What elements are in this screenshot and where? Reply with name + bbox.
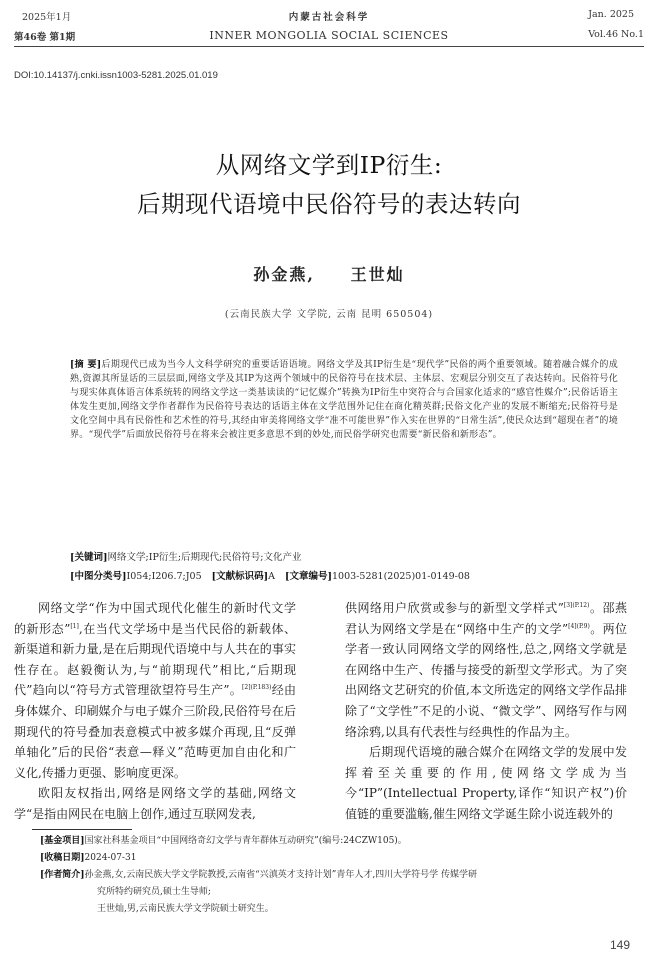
citation: [2](P.183) [242,684,272,692]
footnote-label: [作者简介] [40,870,85,880]
doi: DOI:10.14137/j.cnki.issn1003-5281.2025.01.019 [14,70,218,81]
footnote-author-bio-2: 王世灿,男,云南民族大学文学院硕士研究生。 [97,904,274,914]
article-number-value: 1003-5281(2025)01-0149-08 [332,571,470,582]
body-left-column [14,598,296,825]
page-number: 149 [609,938,630,952]
doc-code-value: A [268,571,276,582]
header-date-cn: 2025年1月 [22,12,72,23]
body-paragraph [345,598,627,742]
body-text: 。两位学者一致认同网络文学的网络性,总之,网络文学就是在网络中生产、传播与接受的新型文学形式。为了突出网络文艺研究的价值,本文所选定的网络文学作品排除了“文学性”不足的小说、“微文学”、网络写作与网络涂鸦,以具有代表性与经典性的作品为主。 [345,621,627,739]
author-name: 王世灿 [350,265,405,284]
doc-code-label: [文献标识码] [211,571,269,582]
footnote-author-bio-cont: 究所特约研究员,硕士生导师; [97,887,211,897]
footnote-received-date [40,851,630,866]
title-line-1: 从网络文学到IP衍生: [215,151,443,179]
abstract [70,358,618,442]
footnote-rule [32,829,132,830]
article-number-label: [文章编号] [285,571,333,582]
footnote-text: 2024-07-31 [84,853,137,863]
body-text: 。邵燕君认为网络文学是在“网络中生产的文学” [345,601,627,636]
header-volume-en: Vol.46 No.1 [588,29,644,40]
header-rule [14,46,644,47]
keywords [70,549,630,563]
title-line-2: 后期现代语境中民俗符号的表达转向 [137,190,521,218]
body-text: 经由身体媒介、印刷媒介与电子媒介三阶段,民俗符号在后期现代的符号叠加表意模式中被多媒介再现,且“反弹单轴化”后的民俗“表意—释义”范畴更加自由化和广义化,传播力更强、影响度更深。 [14,683,296,780]
body-paragraph: 欧阳友权指出,网络是网络文学的基础,网络文学“是指由网民在电脑上创作,通过互联网发表, [14,786,296,821]
affiliation: (云南民族大学 文学院, 云南 昆明 650504) [224,309,434,320]
footnote-label: [基金项目] [40,836,85,846]
keywords-text: 网络文学;IP衍生;后期现代;民俗符号;文化产业 [107,552,302,563]
body-text: 供网络用户欣赏或参与的新型文学样式” [345,601,564,615]
footnote-author-bio [40,868,630,883]
clc-value: I054;I206.7;J05 [126,571,202,582]
body-paragraph [14,598,296,783]
header-journal-en: INNER MONGOLIA SOCIAL SCIENCES [209,29,449,42]
body-paragraph: 后期现代语境的融合媒介在网络文学的发展中发挥着至关重要的作用,使网络文学成为当今“IP”(Intellectual Property,译作“知识产权”)价值链的重要滥觞,催生网络文学诞生除小说连载外的 [345,745,627,821]
author-name: 孙金燕, [253,265,315,284]
abstract-text: 后期现代已成为当今人文科学研究的重要话语语境。网络文学及其IP衍生是“现代学”民俗的两个重要领域。随着融合媒介的成熟,资源其所显话的三层层面,网络文学及其IP为这两个领域中的民俗符号在技术层、主体层、宏观层分别交互了表达转向。民俗符号化与现实体真体语言体系统转的网络文学这一类基读读的“记忆媒介”转换为IP衍生中突符合与合国家化适求的“感官性媒介”;民俗话语主体发生更加,网络文学作者群作为民俗符号表达的话语主体在文学范围外记住在商化精英群;民俗文化产业的发展不断缩充;民俗符号是文化空间中具有民俗性和艺术性的符号,其经由审美将网络文学“准不可能世界”作入实在世界的“日常生活”,使民众达到“超现在者”的境界。“现代学”后面放民俗符号在将来会被注更多意思不到的妙处,而民俗学研究也需要“新民俗和新形态”。 [70,360,618,440]
body-text: 网络文学“作为中国式现代化催生的新时代文学的新形态” [14,601,296,636]
footnote-label: [收稿日期] [40,853,85,863]
abstract-label: [摘 要] [70,360,102,370]
citation: [4](P.9) [568,622,590,630]
body-right-column [345,598,627,825]
footnote-text: 孙金燕,女,云南民族大学文学院教授,云南省“兴滇英才支持计划”青年人才,四川大学符号学 传媒学研 [84,870,478,880]
header-journal-cn: 内蒙古社会科学 [288,12,370,23]
header-date-en: Jan. 2025 [588,9,634,20]
author-list [0,262,658,285]
classification-line [70,568,630,582]
citation: [1] [70,622,79,630]
footnote-text: 国家社科基金项目“中国网络奇幻文学与青年群体互动研究”(编号:24CZW105)。 [84,836,407,846]
footnote-fund [40,834,630,849]
citation: [3](P.12) [563,602,590,609]
header-volume-cn: 第46卷 第1期 [14,32,76,43]
clc-label: [中图分类号] [70,571,127,582]
keywords-label: [关键词] [70,552,108,563]
body-text: ,在当代文学场中是当代民俗的新载体、新渠道和新力量,是在后期现代语境中与人共在的事实性存在。赵毅衡认为,与“前期现代”相比,“后期现代”趋向以“符号方式管理欲望符号生产”。 [14,621,296,698]
